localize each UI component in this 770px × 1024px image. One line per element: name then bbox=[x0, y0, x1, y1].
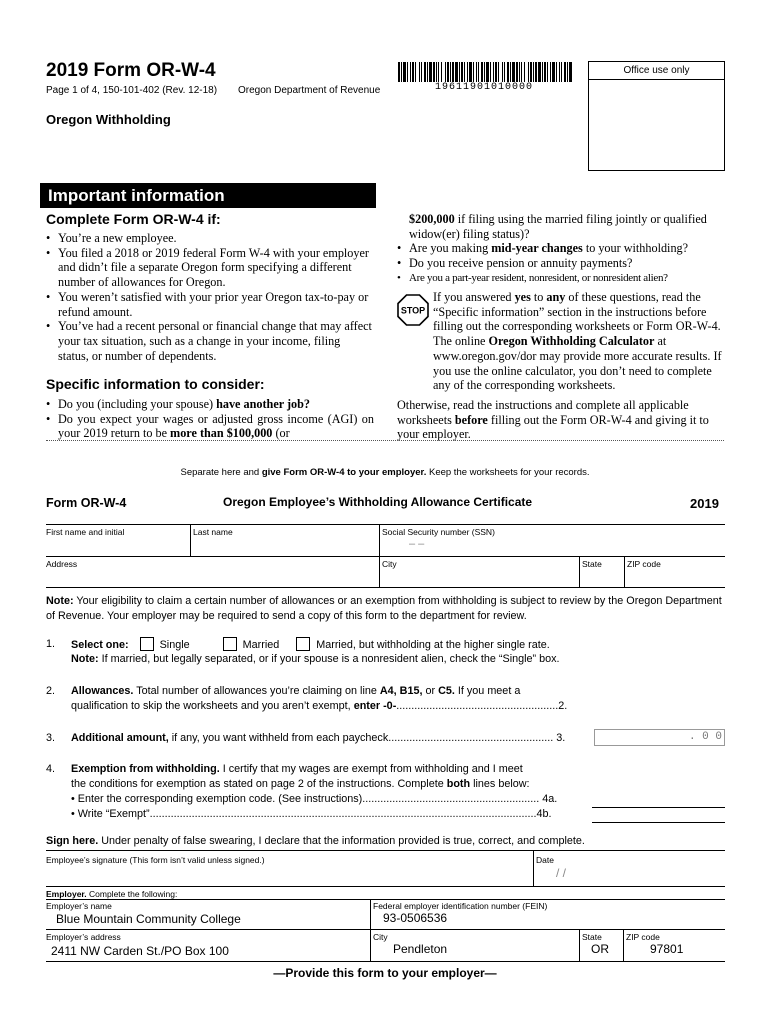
employer-name-label: Employer’s name bbox=[46, 901, 112, 911]
office-use-label: Office use only bbox=[623, 65, 690, 76]
field-divider bbox=[623, 929, 624, 961]
city-label: City bbox=[382, 559, 397, 569]
row-divider bbox=[46, 961, 725, 962]
line4-exemption: Exemption from withholding. I certify that my wages are exempt from withholding and I meet the conditions for exemption as stated on page 2 of the instructions. Complete both lines below: • Enter the corresponding exemption code. (See instructions)........................................................... 4a. • Write “Exempt”.................................................................................................................................4b. bbox=[71, 763, 558, 820]
employer-zip-field[interactable]: 97801 bbox=[650, 942, 684, 956]
complete-heading: Complete Form OR-W-4 if: bbox=[46, 211, 221, 227]
list-item: • You weren’t satisfied with your prior year Oregon tax-to-pay or refund amount. bbox=[46, 290, 374, 319]
last-name-field[interactable] bbox=[193, 538, 375, 555]
married-checkbox[interactable] bbox=[223, 637, 237, 651]
line3-additional-amount: Additional amount, if any, you want withheld from each paycheck....................................................... 3. bbox=[71, 732, 566, 744]
employer-state-label: State bbox=[582, 932, 602, 942]
last-name-label: Last name bbox=[193, 527, 233, 537]
field-divider bbox=[624, 556, 625, 587]
line4-number: 4. bbox=[46, 763, 56, 775]
list-item: • Do you (including your spouse) have another job? bbox=[46, 397, 374, 412]
eligibility-note: Note: Your eligibility to claim a certain number of allowances or an exemption from withholding is subject to review by the Oregon Department of Revenue. Your employer may be required to send a copy of this form to the department for review. bbox=[46, 595, 722, 622]
certificate-title: Oregon Employee’s Withholding Allowance Certificate bbox=[223, 495, 533, 509]
signature-label: Employee’s signature (This form isn’t valid unless signed.) bbox=[46, 855, 265, 865]
married-label: Married bbox=[242, 639, 280, 651]
certificate-year: 2019 bbox=[690, 496, 719, 511]
exempt-write-field[interactable] bbox=[592, 808, 725, 823]
zip-label: ZIP code bbox=[627, 559, 661, 569]
page-info: Page 1 of 4, 150-101-402 (Rev. 12-18) bbox=[46, 85, 218, 96]
employer-heading: Employer. Complete the following: bbox=[46, 889, 178, 899]
specific-list bbox=[46, 397, 374, 441]
line2-allowances: Allowances. Total number of allowances you’re claiming on line A4, B15, or C5. If you meet a qualification to skip the worksheets and you aren’t exempt, enter -0-......................................................2. bbox=[71, 685, 568, 712]
list-item: • You filed a 2018 or 2019 federal Form W-4 with your employer and didn’t file a separate Oregon form specifying a different number of allowances for Oregon. bbox=[46, 246, 374, 290]
field-divider bbox=[533, 850, 534, 886]
row-divider bbox=[46, 524, 725, 525]
line3-number: 3. bbox=[46, 732, 56, 744]
list-item: • Do you receive pension or annuity payments? bbox=[397, 256, 725, 271]
zip-field[interactable] bbox=[627, 570, 723, 586]
line1-filing-status: Select one: Single Married Married, but withholding at the higher single rate. Note: If married, but legally separated, or if your spouse is a nonresident alien, check the “Single” box. bbox=[71, 637, 726, 667]
single-checkbox[interactable] bbox=[140, 637, 154, 651]
date-field[interactable]: / / bbox=[556, 866, 567, 880]
city-field[interactable] bbox=[382, 570, 576, 586]
allowances-field[interactable] bbox=[600, 698, 724, 714]
married-higher-rate-checkbox[interactable] bbox=[296, 637, 310, 651]
fein-label: Federal employer identification number (FEIN) bbox=[373, 901, 548, 911]
signature-field[interactable] bbox=[46, 866, 530, 885]
line1-note: Note: If married, but legally separated, or if your spouse is a nonresident alien, check the “Single” box. bbox=[71, 653, 560, 665]
address-label: Address bbox=[46, 559, 78, 569]
single-label: Single bbox=[159, 639, 190, 651]
important-heading: Important information bbox=[40, 183, 376, 208]
sign-here-declaration: Sign here. Under penalty of false swearing, I declare that the information provided is true, correct, and complete. bbox=[46, 835, 585, 847]
form-subtitle: Oregon Withholding bbox=[46, 112, 171, 127]
married-higher-rate-label: Married, but withholding at the higher single rate. bbox=[316, 639, 550, 651]
field-divider bbox=[579, 929, 580, 961]
list-item: • Do you expect your wages or adjusted gross income (AGI) on your 2019 return to be more than $100,000 (or bbox=[46, 412, 374, 441]
employer-city-label: City bbox=[373, 932, 388, 942]
employer-zip-label: ZIP code bbox=[626, 932, 660, 942]
first-name-label: First name and initial bbox=[46, 527, 125, 537]
employer-name-field[interactable]: Blue Mountain Community College bbox=[56, 912, 241, 926]
ssn-field[interactable]: – – bbox=[409, 538, 425, 550]
continued-item: $200,000 if filing using the married filing jointly or qualified widow(er) filing status)? bbox=[409, 212, 707, 241]
svg-text:STOP: STOP bbox=[400, 305, 426, 316]
line2-number: 2. bbox=[46, 685, 56, 697]
office-use-divider bbox=[589, 79, 724, 80]
certificate-form-label: Form OR-W-4 bbox=[46, 496, 127, 510]
barcode-image bbox=[398, 62, 572, 82]
list-item: • Are you a part-year resident, nonresident, or nonresident alien? bbox=[397, 271, 725, 286]
cut-line bbox=[46, 440, 724, 441]
specific-heading: Specific information to consider: bbox=[46, 376, 265, 392]
row-divider bbox=[46, 886, 725, 887]
state-label: State bbox=[582, 559, 602, 569]
separate-instructions: Separate here and give Form OR-W-4 to your employer. Keep the worksheets for your records. bbox=[180, 467, 590, 478]
employer-address-label: Employer’s address bbox=[46, 932, 121, 942]
row-divider bbox=[46, 899, 725, 900]
first-name-field[interactable] bbox=[46, 538, 186, 555]
department-name: Oregon Department of Revenue bbox=[238, 85, 381, 96]
row-divider bbox=[46, 587, 725, 588]
employer-address-field[interactable]: 2411 NW Carden St./PO Box 100 bbox=[51, 944, 229, 958]
exemption-code-field[interactable] bbox=[592, 793, 725, 808]
list-item: • Are you making mid-year changes to your withholding? bbox=[397, 241, 725, 256]
otherwise-paragraph: Otherwise, read the instructions and complete all applicable worksheets before filling out the Form OR-W-4 and giving it to your employer. bbox=[397, 398, 709, 442]
fein-field[interactable]: 93-0506536 bbox=[383, 911, 448, 925]
list-item: • You’re a new employee. bbox=[46, 231, 374, 246]
stop-paragraph: If you answered yes to any of these questions, read the “Specific information” section in the instructions before filling out the corresponding worksheets or Form OR-W-4. The online Oregon Withholding Calculator at www.oregon.gov/dor may provide more accurate results. If you use the online calculator, you don’t need to complete any of the corresponding worksheets. bbox=[433, 290, 722, 393]
date-label: Date bbox=[536, 855, 554, 865]
field-divider bbox=[370, 899, 371, 961]
additional-amount-field[interactable]: . 0 0 bbox=[594, 729, 725, 746]
field-divider bbox=[579, 556, 580, 587]
footer-instruction: —Provide this form to your employer— bbox=[273, 966, 497, 980]
right-column bbox=[397, 212, 725, 286]
employer-state-field[interactable]: OR bbox=[591, 942, 609, 956]
list-item: • You’ve had a recent personal or financial change that may affect your tax situation, such as a change in your income, filing status, or number of dependents. bbox=[46, 319, 374, 363]
complete-list bbox=[46, 231, 374, 363]
employer-city-field[interactable]: Pendleton bbox=[393, 942, 448, 956]
form-title: 2019 Form OR-W-4 bbox=[46, 60, 216, 81]
office-use-box bbox=[588, 61, 725, 171]
field-divider bbox=[190, 524, 191, 556]
barcode-number: 19611901010000 bbox=[435, 82, 534, 93]
ssn-label: Social Security number (SSN) bbox=[382, 527, 495, 537]
line1-number: 1. bbox=[46, 638, 56, 650]
row-divider bbox=[46, 850, 725, 851]
state-field[interactable] bbox=[582, 570, 622, 586]
address-field[interactable] bbox=[46, 570, 374, 586]
